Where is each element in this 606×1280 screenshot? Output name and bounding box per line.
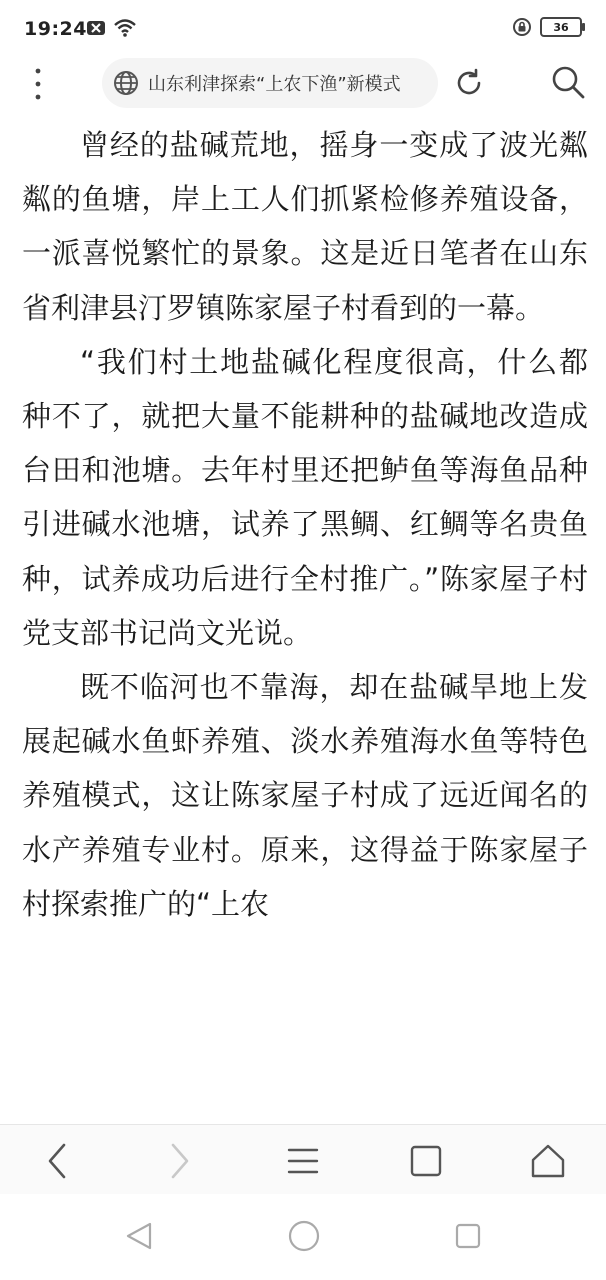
circle-home-icon[interactable]: [284, 1216, 324, 1256]
tabs-square-icon[interactable]: [406, 1141, 446, 1181]
article-paragraph: 曾经的盐碱荒地，摇身一变成了波光粼粼的鱼塘，岸上工人们抓紧检修养殖设备，一派喜悦繁忙的景象。这是近日笔者在山东省利津县汀罗镇陈家屋子村看到的一幕。: [22, 128, 588, 325]
browser-bottom-nav: [0, 1124, 606, 1195]
article-body: [22, 118, 588, 1124]
triangle-back-icon[interactable]: [120, 1216, 160, 1256]
wifi-icon: [114, 19, 136, 37]
battery-icon: 36: [540, 17, 582, 37]
menu-lines-icon[interactable]: [283, 1141, 323, 1181]
close-box-icon: [86, 20, 106, 36]
globe-icon: [112, 69, 140, 97]
home-icon[interactable]: [528, 1141, 568, 1181]
back-arrow-icon[interactable]: [38, 1141, 78, 1181]
more-vertical-icon[interactable]: [28, 66, 48, 102]
page-title-url[interactable]: 山东利津探索“上农下渔”新模式: [148, 74, 401, 95]
square-recent-icon[interactable]: [448, 1216, 488, 1256]
lock-rotation-icon: [512, 17, 532, 37]
status-right-icons: [512, 17, 582, 37]
address-bar[interactable]: [102, 58, 438, 108]
reload-icon[interactable]: [452, 66, 486, 100]
article-paragraph: “我们村土地盐碱化程度很高，什么都种不了，就把大量不能耕种的盐碱地改造成台田和池塘。去年村里还把鲈鱼等海鱼品种引进碱水池塘，试养了黑鲷、红鲷等名贵鱼种，试养成功后进行全村推广。”陈家屋子村党支部书记尚文光说。: [22, 344, 588, 650]
browser-top-bar: [0, 52, 606, 114]
article-paragraph: 既不临河也不靠海，却在盐碱旱地上发展起碱水鱼虾养殖、淡水养殖海水鱼等特色养殖模式，这让陈家屋子村成了远近闻名的水产养殖专业村。原来，这得益于陈家屋子村探索推广的“上农: [22, 670, 588, 921]
status-left-icons: [86, 19, 136, 37]
forward-arrow-icon[interactable]: [159, 1141, 199, 1181]
status-time: 19:24: [24, 18, 87, 40]
search-icon[interactable]: [550, 64, 586, 100]
system-nav-bar: [0, 1194, 606, 1280]
